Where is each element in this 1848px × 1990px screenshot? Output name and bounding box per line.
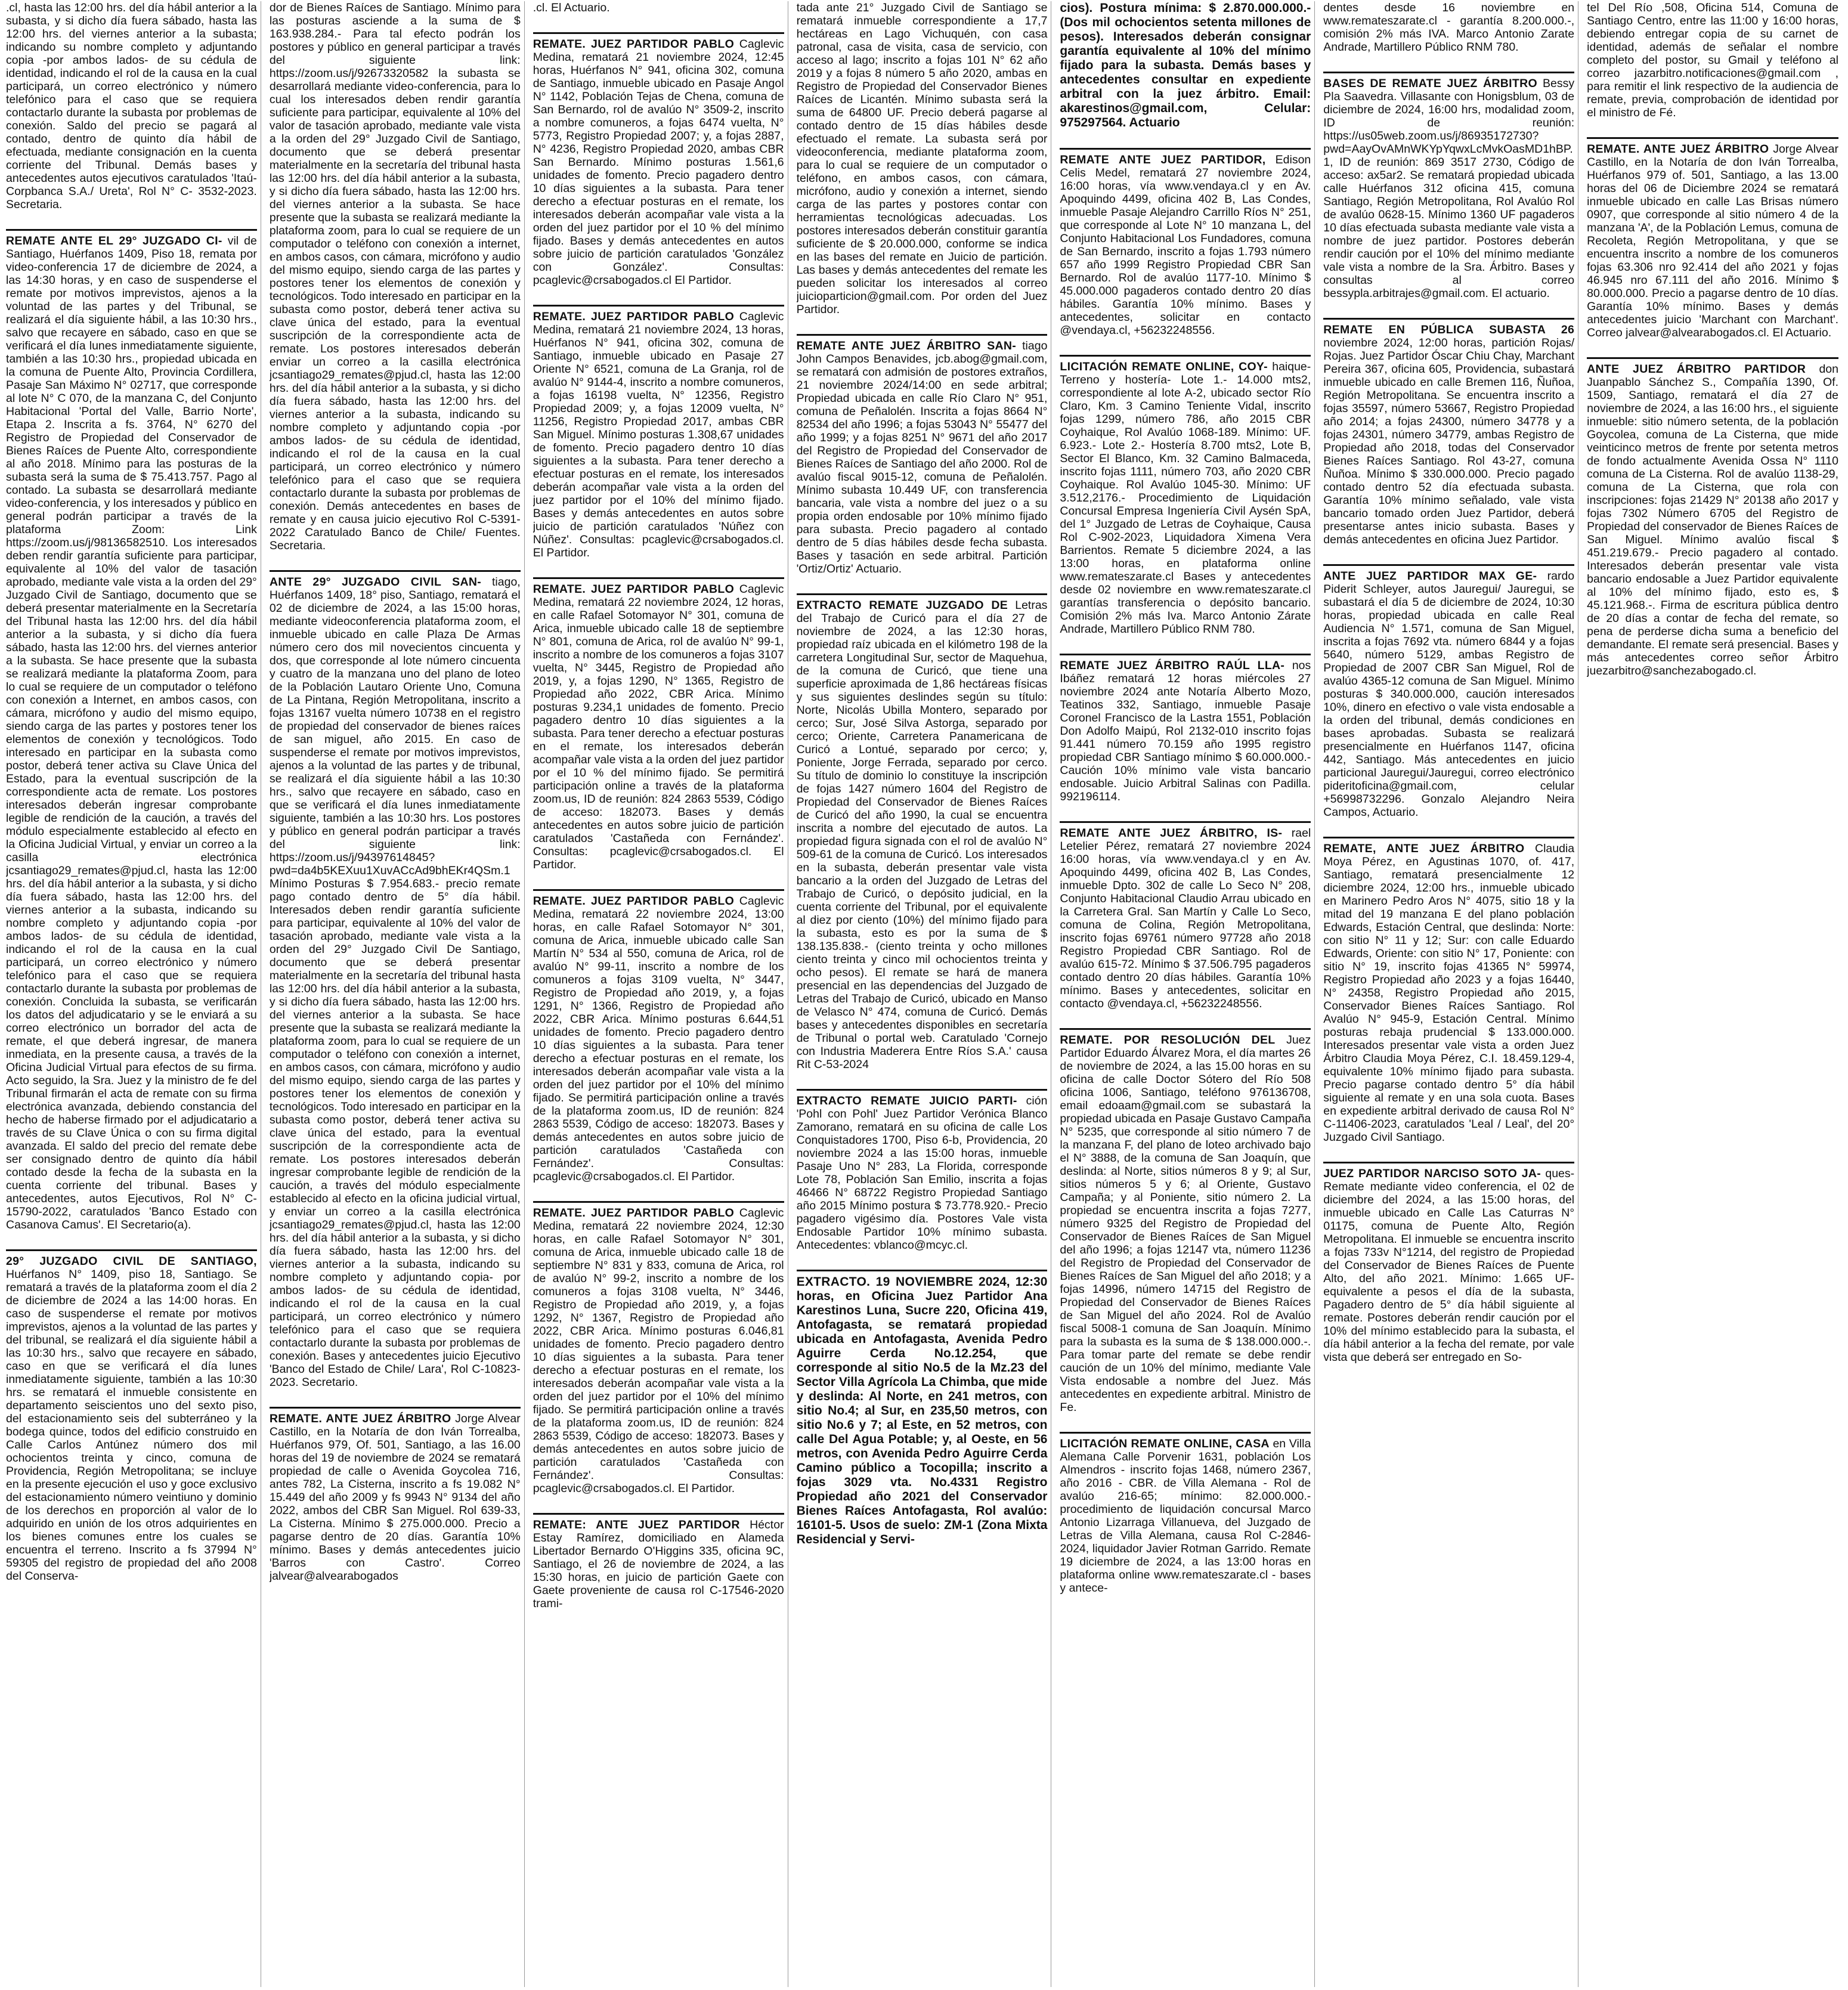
classified-notice (1060, 1432, 1311, 1595)
notice-heading: ANTE JUEZ ÁRBITRO PARTIDOR (1587, 363, 1806, 376)
classified-notice (1323, 72, 1574, 300)
classified-notice (1323, 1, 1574, 54)
classified-notice (1060, 1, 1311, 130)
notice-heading: REMATE, ANTE JUEZ ÁRBITRO (1323, 842, 1525, 855)
classified-notice (1060, 148, 1311, 337)
notice-body: .cl, hasta las 12:00 hrs. del día hábil anterior a la subasta, y si dicho día fuera sábado, hasta las 12:00 hrs. del viernes anterior a la subasta; indicando su nombre completo y adjuntando copia -por ambos lados- de su cédula de identidad, indicando el rol de la causa en la cual participará, un correo electrónico y número telefónico para el caso que se requiera contactarlo durante la subasta por problemas de conexión. Saldo del precio se pagará al contado, dentro de quinto día hábil de efectuada, mediante consignación en la cuenta corriente del Tribunal. Demás bases y antecedentes autos ejecutivos caratulados 'Itaú-Corpbanca S.A./ Ureta', Rol N° C- 3532-2023. Secretaria. (6, 1, 257, 211)
notice-heading: REMATE: ANTE JUEZ PARTIDOR (533, 1518, 740, 1531)
classified-notice (533, 1513, 784, 1610)
notice-body: ques- Remate mediante video conferencia, el 02 de diciembre del 2024, a las 15:00 horas, del inmueble ubicado en Calle Las Caturras N° 01175, comuna de Puente Alto, Región Metropolitana. El inmueble se encuentra inscrito a fojas 733v N°1214, del registro de Propiedad del Conservador de Bienes Raíces de Puente Alto, del año 2021. Mínimo: 1.665 UF- equivalente a pesos el día de la subasta, Pagadero dentro de 5° día hábil siguiente al remate. Postores deberán rendir caución por el 10% del mínimo establecido para la subasta, el día hábil anterior a la fecha del remate, por vale vista que deberá ser entregado en So- (1323, 1167, 1575, 1364)
classified-notice (1323, 564, 1574, 819)
notice-heading: BASES DE REMATE JUEZ ÁRBITRO (1323, 77, 1537, 90)
notice-heading: REMATE JUEZ ÁRBITRO RAÚL LLA- (1060, 659, 1285, 672)
classified-notice (1060, 654, 1311, 803)
notice-body: tel Del Río ,508, Oficina 514, Comuna de Santiago Centro, entre las 11:00 y 16:00 horas, debiendo entregar copia de su carnet de identidad, además de señalar el nombre completo del postor, su Gmail y teléfono al correo jazarbitro.notificaciones@gmail.com , para remitir el link respectivo de la audiencia de remate, previa, comprobación de identidad por el ministro de Fé. (1587, 1, 1838, 119)
notice-body: Bessy Pla Saavedra. Villasante con Honigsblum, 03 de diciembre de 2024, 16:00 hrs, modalidad zoom, ID de reunión: https://us05web.zoom.us/j/86935172730?pwd=AayOvAMnWKYpYqwxLcMvkOasMD1hBP.1, ID de reunión: 869 3517 2730, Código de acceso: ax5ar2. Se rematará propiedad ubicada calle Huérfanos 312 oficina 415, comuna Santiago, Región Metropolitana, Rol Avalúo Rol de avalúo 0628-15. Mínimo 1360 UF pagaderos 10 días efectuada subasta mediante vale vista a nombre de juez partidor. Postores deberán rendir caución por el 10% del mínimo mediante vale vista a nombre de la Sra. Árbitro. Bases y consultas al correo bessypla.arbitrajes@gmail.com. El actuario. (1323, 77, 1575, 300)
classified-notice (1323, 837, 1574, 1144)
notice-heading: EXTRACTO REMATE JUZGADO DE (796, 599, 1008, 612)
notice-body: dor de Bienes Raíces de Santiago. Mínimo para las posturas asciende a la suma de $ 163.938.284.- Para tal efecto podrán los postores y público en general participar a través del siguiente link: https://zoom.us/j/92673320582 la subasta se desarrollará mediante video-conferencia, para lo cual los interesados deben rendir garantía suficiente para participar, equivalente al 10% del valor de tasación aprobado, mediante vale vista a la orden del 29° Juzgado Civil de Santiago, documento que se deberá presentar materialmente en la secretaría del tribunal hasta las 12:00 hrs. del día hábil anterior a la subasta, y si dicho día fuera sábado, hasta las 12:00 hrs. del viernes anterior a la subasta. Se hace presente que la subasta se realizará mediante la plataforma zoom, para lo cual se requiere de un computador o teléfono con conexión a internet, en ambos casos, con cámara, micrófono y audio del mismo equipo, siendo carga de las partes y postores tener los elementos de conexión y tecnológicos. Todo interesado en participar en la subasta como postor, deberá tener activa su clave única del estado, para la eventual suscripción de la correspondiente acta de remate. Los postores interesados deberán enviar un correo a la casilla electrónica jcsantiago29_remates@pjud.cl, hasta las 12:00 hrs. del día hábil anterior a la subasta, y si dicho día fuera sábado, hasta las 12:00 hrs. del viernes anterior a la subasta, indicando su nombre completo y adjuntando copia -por ambos lados- de su cédula de identidad, indicando el rol de la causa en la cual participará, un correo electrónico y número telefónico para el caso que se requiera contactarlo durante la subasta por problemas de conexión. Demás antecedentes en bases de remate y en causa juicio ejecutivo Rol C-5391-2022 Caratulado Banco de Chile/ Fuentes. Secretaria. (269, 1, 521, 552)
notice-heading: REMATE ANTE EL 29° JUZGADO CI- (6, 234, 222, 247)
notice-body: vil de Santiago, Huérfanos 1409, Piso 18, remata por video-conferencia 17 de diciembre de 2024, a las 14:30 horas, y en caso de suspenderse el remate por motivos imprevistos, ajenos a la voluntad de las partes y del Tribunal, se realizará el día siguiente hábil, a las 10:30 hrs., salvo que recayere en sábado, caso en que se verificará el día lunes inmediatamente siguiente, también a las 10:30 hrs., propiedad ubicada en la comuna de Puente Alto, Provincia Cordillera, Pasaje San Máximo N° 02717, que corresponde al lote N° C 070, de la manzana C, del Conjunto Habitacional 'Portal del Valle, Barrio Norte', Etapa 2. Inscrita a fs. 3764, N° 6270 del Registro de Propiedad del Conservador de Bienes Raíces de Puente Alto, correspondiente al año 2018. Mínimo para las posturas de la subasta será la suma de $ 75.413.757. Pago al contado. La subasta se desarrollará mediante video-conferencia, y los interesados y público en general podrán participar a través de la plataforma Zoom: Link https://zoom.us/j/98136582510. Los interesados deben rendir garantía suficiente para participar, equivalente al 10% del valor de tasación aprobado, mediante vale vista a la orden del 29° Juzgado Civil de Santiago, documento que se deberá presentar materialmente en la Secretaría del Tribunal hasta las 12:00 hrs. del día hábil anterior a la subasta, y si dicho día fuera sábado, hasta las 12:00 hrs. del viernes anterior a la subasta. Se hace presente que la subasta se realizará mediante la plataforma Zoom, para lo cual se requiere de un computador o teléfono con conexión a Internet, en ambos casos, con cámara, micrófono y audio del mismo equipo, siendo carga de las partes y postores tener los elementos de conexión y tecnológicos. Todo interesado en participar en la subasta como postor, deberá tener activa su Clave Única del Estado, para la eventual suscripción de la correspondiente acta de remate. Los postores interesados deberán ingresar comprobante legible de rendición de la caución, a través del módulo especialmente establecido al efecto en la Oficina Judicial Virtual, y enviar un correo a la casilla electrónica jcsantiago29_remates@pjud.cl, hasta las 12:00 hrs. del día hábil anterior a la subasta, y si dicho día fuera sábado, hasta las 12:00 hrs. del viernes anterior a la subasta, indicando su nombre completo y adjuntando copia -por ambos lados- de su cédula de identidad, indicando el rol de la causa en la cual participará, un correo electrónico y número telefónico para el caso que se requiera contactarlo durante la subasta por problemas de conexión. Concluida la subasta, se verificarán los datos del adjudicatario y se le enviará a su correo electrónico un borrador del acta de remate, el que deberá ingresar, de manera inmediata, en la presente causa, a través de la Oficina Judicial Virtual para efectos de su firma. Acto seguido, la Sra. Juez y la ministro de fe del Tribunal firmarán el acta de remate con su firma electrónica avanzada, debiendo constancia del hecho de haberse firmado por el adjudicatario a través de su Clave Única o con su firma digital avanzada. El saldo del precio del remate debe ser consignado dentro de quinto día hábil contado desde la fecha de la subasta en la cuenta corriente del tribunal. Bases y antecedentes, autos Ejecutivos, Rol N° C-15790-2022, caratulados 'Banco Estado con Casanova Camus'. El Secretario(a). (6, 234, 257, 1231)
notice-body: Héctor Estay Ramírez, domiciliado en Alameda Libertador Bernardo O'Higgins 335, oficina 9C, Santiago, el 26 de noviembre de 2024, a las 15:30 horas, en juicio de partición Gaete con Gaete proveniente de causa rol C-17546-2020 trami- (533, 1518, 784, 1610)
notice-heading: JUEZ PARTIDOR NARCISO SOTO JA- (1323, 1167, 1541, 1180)
classified-notice (533, 305, 784, 559)
notice-heading: LICITACIÓN REMATE ONLINE, CASA (1060, 1437, 1270, 1450)
notice-heading: EXTRACTO. 19 NOVIEMBRE (796, 1275, 973, 1289)
notice-body: dentes desde 16 noviembre en www.remateszarate.cl - garantía 8.200.000.-, comisión 2% más IVA. Marco Antonio Zarate Andrade, Martillero Público RNM 780. (1323, 1, 1575, 54)
notice-body: tiago, Huérfanos 1409, 18° piso, Santiago, rematará el 02 de diciembre de 2024, a las 15:00 horas, mediante videoconferencia plataforma zoom, el inmueble ubicado en calle Plaza De Armas número cero dos mil novecientos cincuenta y dos, que corresponde al lote número cincuenta y cuatro de la manzana uno del plano de loteo de la Población Lautaro Oriente Uno, Comuna de La Pintana, Región Metropolitana, inscrito a fojas 13167 vuelta número 10738 en el registro de propiedad del conservador de bienes raíces de san miguel, año 2015. En caso de suspenderse el remate por motivos imprevistos, ajenos a la voluntad de las partes y de tribunal, se realizará el día siguiente hábil a las 10:30 hrs., salvo que recayere en sábado, caso en que se verificará el día lunes inmediatamente siguiente, también a las 10:30 hrs. Los postores y público en general podrán participar a través del siguiente link: https://zoom.us/j/94397614845?pwd=da4b5KEXuu1XuvACcAd9bhEKr4QSm.1 Mínimo Posturas $ 7.954.683.- precio remate pago contado dentro de 5° día hábil. Interesados deben rendir garantía suficiente para participar, equivalente al 10% del valor de tasación aprobado, mediante vale vista a la orden del 29° Juzgado Civil De Santiago, documento que se deberá presentar materialmente en la secretaría del tribunal hasta las 12:00 hrs. del día hábil anterior a la subasta, y si dicho día fuera sábado, hasta las 12:00 hrs. del viernes anterior a la subasta. Se hace presente que la subasta se realizará mediante la plataforma zoom, para lo cual se requiere de un computador o teléfono con conexión a internet, en ambos casos, con cámara, micrófono y audio del mismo equipo, siendo carga de las partes y postores tener los elementos de conexión y tecnológicos. Todo interesado en participar en la subasta como postor, deberá tener activa su clave única del estado, para la eventual suscripción de la correspondiente acta de remate. Los postores interesados deberán ingresar comprobante legible de rendición de la caución, a través del módulo especialmente establecido al efecto en la oficina judicial virtual, y enviar un correo a la casilla electrónica jcsantiago29_remates@pjud.cl, hasta las 12:00 hrs. del día hábil anterior a la subasta, y si dicho día fuera sábado, hasta las 12:00 hrs. del viernes anterior a la subasta, indicando su nombre completo y adjuntando copia- por ambos lados- de su cédula de identidad, indicando el rol de la causa en la cual participará, un correo electrónico y número telefónico para el caso que se requiera contactarlo durante la subasta por problemas de conexión. Bases y antecedentes juicio Ejecutivo 'Banco del Estado de Chile/ Lara', Rol C-10823-2023. Secretario. (269, 575, 521, 1389)
notice-heading: 29° JUZGADO CIVIL DE SANTIAGO, (6, 1255, 257, 1268)
notice-heading: REMATE. JUEZ PARTIDOR PABLO (533, 38, 735, 51)
classified-notice (270, 570, 521, 1389)
notice-heading: REMATE ANTE JUEZ ÁRBITRO, IS- (1060, 827, 1283, 840)
classified-notice (533, 1, 784, 14)
classified-notice (1060, 1028, 1311, 1414)
classified-notice (270, 1, 521, 552)
notice-body: .cl. El Actuario. (533, 1, 610, 14)
notice-heading: REMATE ANTE JUEZ PARTIDOR, (1060, 153, 1266, 166)
notice-heading: REMATE ANTE JUEZ ÁRBITRO SAN- (796, 339, 1017, 352)
notice-body: don Juanpablo Sánchez S., Compañía 1390, Of. 1509, Santiago, rematará el día 27 de noviembre de 2024, a las 16:00 hrs., el siguiente inmueble: sitio número setenta, de la población Goycolea, comuna de La Cisterna, que mide veinticinco metros de frente por setenta metros de fondo actualmente Avenida Ossa N° 1110 comuna de La Cisterna. Rol de avalúo 1138-29, comuna de La Cisterna, que rola con inscripciones: fojas 21429 N° 20138 año 2017 y fojas 7302 Número 6705 del Registro de Propiedad del conservador de Bienes Raíces de San Miguel. Mínimo avalúo fiscal $ 451.219.679.- Precio pagadero al contado. Interesados deberán presentar vale vista bancario endosable a Juez Partidor equivalente al 10% del mínimo fijado, esto es, $ 45.121.968.-. Firma de escritura pública dentro de 20 días a contar de fecha del remate, so pena de perderse dicha suma a beneficio del demandante. El remate será presencial. Bases y más antecedentes correo señor Árbitro juezarbitro@sanchezabogado.cl. (1587, 363, 1838, 677)
notice-body: 2024, 12:30 horas, en Oficina Juez Partidor Ana Karestinos Luna, Sucre 220, Oficina 419, Antofagasta, se rematará propiedad ubicada en Antofagasta, Avenida Pedro Aguirre Cerda No.12.254, que corresponde al sitio No.5 de la Mz.23 del Sector Villa Agrícola La Chimba, que mide y deslinda: Al Norte, en 241 metros, con sitio No.4; al Sur, en 235,50 metros, con sitio No.6 y 7; al Este, en 52 metros, con calle Del Agua Potable; y, al Oeste, en 56 metros, con Avenida Pedro Aguirre Cerda Camino público a Tocopilla; inscrito a fojas 3029 vta. No.4331 Registro Propiedad año 2021 del Conservador Bienes Raíces Antofagasta, Rol avalúo: 16101-5. Usos de suelo: ZM-1 (Zona Mixta Residencial y Servi- (796, 1275, 1048, 1546)
classified-notice (1587, 357, 1838, 677)
notice-body: rael Letelier Pérez, rematará 27 noviembre 2024 16:00 horas, vía www.vendaya.cl y en Av. Apoquindo 4499, oficina 402 B, Las Condes, inmueble Dpto. 302 de calle Lo Seco N° 208, Conjunto Habitacional Claudio Arrau ubicado en la Carretera Gral. San Martín y Calle Lo Seco, comuna de Colina, Región Metropolitana, inscrito fojas 69761 número 97728 año 2018 Registro Propiedad CBR Santiago. Rol de avalúo 615-72. Mínimo $ 37.506.795 pagaderos contado dentro 20 días hábiles. Garantía 10% mínimo. Bases y antecedentes, solicitar en contacto @vendaya.cl, +56232248556. (1060, 827, 1311, 1010)
notice-body: Huérfanos N° 1409, piso 18, Santiago. Se rematará a través de la plataforma zoom el día 2 de diciembre de 2024 a las 14:00 horas. En caso de suspenderse el remate por motivos imprevistos, ajenos a la voluntad de las partes y del tribunal, se realizará el día siguiente hábil a las 10:30 hrs., salvo que recayere en sábado, caso en que se verificará el día lunes inmediatamente siguiente, también a las 10:30 hrs. se rematará el inmueble consistente en departamento seiscientos uno del sexto piso, del estacionamiento seis del subterráneo y la bodega quince, todos del edificio construido en Calle Carlos Antúnez número dos mil ochocientos treinta y cinco, comuna de Providencia, Región Metropolitana; se incluye en la presente ejecución el uso y goce exclusivo del estacionamiento número veintiuno y dominio de los derechos en proporción al valor de lo adquirido en unión de los otros adquirientes en los bienes comunes entre los cuales se encuentra el terreno. Inscrito a fs 37994 N° 59305 del registro de propiedad del año 2008 del Conserva- (6, 1268, 257, 1583)
classified-notice (1587, 1, 1838, 119)
column-5 (1060, 1, 1315, 1987)
notice-heading: REMATE EN PÚBLICA SUBASTA 26 (1323, 323, 1575, 336)
column-1 (6, 1, 261, 1987)
notice-body: cios). Postura mínima: $ 2.870.000.000.-(Dos mil ochocientos setenta millones de pesos). Interesados deberán consignar garantía equivalente al 10% del mínimo fijado para la subasta. Demás bases y antecedentes consultar en expediente arbitral con la juez árbitro. Email: akarestinos@gmail.com, Celular: 975297564. Actuario (1060, 1, 1311, 129)
notice-body: haique- Terreno y hostería- Lote 1.- 14.000 mts2, correspondiente al lote A-2, ubicado sector Río Claro, Km. 3 Camino Teniente Vidal, inscrito fojas 1299, número 786, año 2015 CBR Coyhaique, Rol Avalúo 1068-189. Mínimo: UF. 6.923.- Lote 2.- Hostería 8.700 mts2, Lote B, Sector El Blanco, Km. 32 Camino Balmaceda, inscrito fojas 1111, número 703, año 2020 CBR Coyhaique. Rol Avalúo 1045-30. Mínimo: UF 3.512,2176.- Procedimiento de Liquidación Concursal Empresa Ingeniería Civil Aysén SpA, del 1° Juzgado de Letras de Coyhaique, Causa Rol C-902-2023, Liquidadora Ximena Vera Barrientos. Remate 5 diciembre 2024, a las 13:00 horas, en plataforma online www.remateszarate.cl Bases y antecedentes desde 02 noviembre en www.remateszarate.cl garantías transferencia o depósito bancario. Comisión 2% más Iva. Marco Antonio Zárate Andrade, Martillero Público RNM 780. (1060, 360, 1311, 636)
column-4 (797, 1, 1052, 1987)
classified-notice (797, 1270, 1048, 1547)
notice-body: tiago John Campos Benavides, jcb.abog@gmail.com, se rematará con admisión de postores extraños, 21 noviembre 2024/14:00 en sede arbitral; Propiedad ubicada en calle Río Claro N° 951, comuna de Peñalolén. Inscrita a fojas 8664 N° 82534 del año 1996; a fojas 53043 N° 55477 del año 1999; y a fojas 8251 N° 9671 del año 2017 del Registro de Propiedad del Conservador de Bienes Raíces de Santiago del año 2000. Rol de avalúo fiscal 9015-12, comuna de Peñalolén. Mínimo subasta 10.449 UF, con transferencia bancaria, vale vista a nombre del juez o a su propia orden endosable por 10% mínimo fijado para subasta. Precio pagadero al contado dentro de 5 días hábiles desde fecha subasta. Bases y tasación en sede arbitral. Partición 'Ortiz/Ortiz' Actuario. (796, 339, 1048, 575)
notice-body: Juez Partidor Eduardo Álvarez Mora, el día martes 26 de noviembre de 2024, a las 15.00 horas en su oficina de calle Doctor Sótero del Río 508 oficina 1006, Santiago, teléfono 976136708, email edoaam@gmail.com se subastará la propiedad ubicada en Pasaje Gustavo Campaña N° 5235, que corresponde al sitio número 7 de la manzana F, del plano de loteo archivado bajo el N° 3888, de la comuna de San Joaquín, que deslinda: al Norte, sitios números 8 y 9; al Sur, sitios números 5 y 6; al Oriente, Gustavo Campaña; y al Poniente, sitio número 2. La propiedad se encuentra inscrita a fojas 7277, número 9325 del Registro de Propiedad del Conservador de Bienes Raíces de San Miguel del año 1996; a fojas 12147 vta, número 11236 del Registro de Propiedad del Conservador de Bienes Raíces de San Miguel del año 2018; y a fojas 14996, número 14715 del Registro de Propiedad del Conservador de Bienes Raíces de San Miguel del año 2024. Rol de Avalúo fiscal 5008-1 comuna de San Joaquín. Mínimo para la subasta es la suma de $ 138.000.000.-. Para tomar parte del remate se debe rendir caución de un 10% del mínimo, mediante Vale Vista endosable a nombre del Juez. Más antecedentes en expediente arbitral. Ministro de Fe. (1060, 1033, 1311, 1414)
notice-body: rardo Piderit Schleyer, autos Jauregui/ Jauregui, se subastará el día 5 de diciembre de 2024, 10:30 horas, propiedad ubicada en calle Real Audiencia N° 1.571, comuna de San Miguel, inscrita a fojas 7692 vta. número 6844 y a fojas 5640, número 5129, ambas Registro de Propiedad de 2007 CBR San Miguel, Rol de avalúo 4365-12 comuna de San Miguel. Mínimo posturas $ 340.000.000, caución interesados 10%, dinero en efectivo o vale vista endosable a la orden del tribunal, demás condiciones en bases aprobadas. Subasta se realizará presencialmente en Huérfanos 1147, oficina 442, Santiago. Más antecedentes en juicio particional Jauregui/Jauregui, correo electrónico pideritoficina@gmail.com, celular +56998732296. Gonzalo Alejandro Neira Campos, Actuario. (1323, 570, 1575, 819)
newspaper-page (6, 1, 1842, 1987)
notice-heading: REMATE. JUEZ PARTIDOR PABLO (533, 583, 735, 596)
classified-notice (6, 229, 257, 1231)
classified-notice (270, 1407, 521, 1583)
notice-heading: REMATE. JUEZ PARTIDOR PABLO (533, 1206, 735, 1220)
classified-notice (533, 1201, 784, 1495)
notice-body: Claudia Moya Pérez, en Agustinas 1070, of. 417, Santiago, rematará presencialmente 12 diciembre 2024, 12:00 hrs., inmueble ubicado en Marinero Pedro Aros N° 4075, sitio 18 y la mitad del 19 manzana E del plano población Edwards, Estación Central, que deslinda: Norte: con sitio N° 11 y 12; Sur: con calle Eduardo Edwards, Oriente: con sitio N° 17, Poniente: con sitio N° 19, inscrito fojas 41365 N° 59974, Registro Propiedad año 2023 y a fojas 16440, N° 24358, Registro Propiedad año 2015, Conservador Bienes Raíces Santiago. Rol Avalúo N° 945-9, Estación Central. Mínimo posturas rebaja prudencial $ 133.000.000. Interesados presentar vale vista a orden Juez Árbitro Claudia Moya Pérez, C.I. 18.459.129-4, equivalente 10% mínimo fijado para subasta. Precio pagarse contado dentro 5° día hábil siguiente al remate y en una sola cuota. Bases en expediente arbitral derivado de causa Rol N° C-11406-2023, caratulados 'Leal / Leal', del 20° Juzgado Civil Santiago. (1323, 842, 1575, 1144)
classified-notice (1323, 318, 1574, 546)
notice-body: Caglevic Medina, rematará 22 noviembre 2024, 13:00 horas, en calle Rafael Sotomayor N° 301, comuna de Arica, inmueble ubicado calle San Martín N° 534 al 550, comuna de Arica, rol de avalúo N° 99-11, inscrito a nombre de los comuneros a fojas 3109 vuelta, N° 3447, Registro de Propiedad año 2019, y, a fojas 1291, N° 1366, Registro de Propiedad año 2022, CBR Arica. Mínimo posturas 6.644,51 unidades de fomento. Precio pagadero dentro 10 días siguientes a la subasta. Para tener derecho a efectuar posturas en el remate, los interesados deberán acompañar vale vista a la orden del juez partidor por el 10% del mínimo fijado. Se permitirá participación online a través de la plataforma zoom.us, ID de reunión: 824 2863 5539, Código de acceso: 182073. Bases y demás antecedentes en autos sobre juicio de partición caratulados 'Castañeda con Fernández'. Consultas: pcaglevic@crsabogados.cl. El Partidor. (533, 895, 784, 1183)
notice-heading: LICITACIÓN REMATE ONLINE, COY- (1060, 360, 1268, 373)
column-7 (1587, 1, 1842, 1987)
notice-heading: ANTE JUEZ PARTIDOR MAX GE- (1323, 570, 1537, 583)
notice-body: Jorge Alvear Castillo, en la Notaría de don Iván Torrealba, Huérfanos 979 of. 501, Santiago, a las 13.00 horas del 06 de Diciembre 2024 se rematará inmueble ubicado en calle Las Brisas número 0907, que corresponde al sitio número 4 de la manzana 'A', de la Población Lemus, comuna de Recoleta, Región Metropolitana, y que se encuentra inscrito a nombre de los comuneros fojas 63.306 nro 92.414 del año 2021 y fojas 46.945 nro 67.111 del año 2016. Mínimo $ 80.000.000. Precio a pagarse dentro de 10 días. Garantía 10% mínimo. Bases y demás antecedentes juicio 'Marchant con Marchant'. Correo jalvear@alvearabogados.cl. El Actuario. (1587, 143, 1838, 339)
column-3 (533, 1, 788, 1987)
classified-notice (797, 1, 1048, 316)
notice-body: Caglevic Medina, rematará 22 noviembre 2024, 12:30 horas, en calle Rafael Sotomayor N° 301, comuna de Arica, inmueble ubicado calle 18 de septiembre N° 831 y 833, comuna de Arica, rol de avalúo N° 99-2, inscrito a nombre de los comuneros a fojas 3108 vuelta, N° 3446, Registro de Propiedad año 2019, y, a fojas 1292, N° 1367, Registro de Propiedad año 2022, CBR Arica. Mínimo posturas 6.046,81 unidades de fomento. Precio pagadero dentro 10 días siguientes a la subasta. Para tener derecho a efectuar posturas en el remate, los interesados deberán acompañar vale vista a la orden del juez partidor por el 10% del mínimo fijado. Se permitirá participación online a través de la plataforma zoom.us, ID de reunión: 824 2863 5539, Código de acceso: 182073. Bases y demás antecedentes en autos sobre juicio de partición caratulados 'Castañeda con Fernández'. Consultas: pcaglevic@crsabogados.cl. El Partidor. (533, 1206, 784, 1495)
classified-notice (6, 1249, 257, 1583)
notice-body: Caglevic Medina, rematará 21 noviembre 2024, 12:45 horas, Huérfanos N° 941, oficina 302, comuna de Santiago, inmueble ubicado en Pasaje Angol N° 1142, Población Tejas de Chena, comuna de San Bernardo, rol de avalúo N° 3509-2, inscrito a nombre comuneros, a fojas 6474 vuelta, N° 5773, Registro Propiedad 2007; y, a fojas 2887, N° 4236, Registro Propiedad 2020, ambas CBR San Bernardo. Mínimo posturas 1.561,6 unidades de fomento. Precio pagadero dentro 10 días siguientes a la subasta. Para tener derecho a efectuar posturas en el remate, los interesados deberán acompañar vale vista a la orden del juez partidor por el 10 % del mínimo fijado. Bases y demás antecedentes en autos sobre juicio de partición caratulados 'González con González'. Consultas: pcaglevic@crsabogados.cl El Partidor. (533, 38, 784, 287)
notice-body: en Villa Alemana Calle Porvenir 1631, población Los Almendros - inscrito fojas 1468, número 2367, año 2016 - CBR. de Villa Alemana - Rol de avalúo 216-65; mínimo: 82.000.000.- procedimiento de liquidación concursal Marco Antonio Lizarraga Villanueva, del Juzgado de Letras de Villa Alemana, causa Rol C-2846-2024, liquidador Javier Rotman Garrido. Remate 19 diciembre de 2024, a las 13:00 horas en plataforma online www.remateszarate.cl - bases y antece- (1060, 1437, 1311, 1595)
classified-notice (797, 593, 1048, 1071)
notice-heading: REMATE. ANTE JUEZ ÁRBITRO (269, 1412, 451, 1425)
classified-notice (797, 1089, 1048, 1252)
notice-body: Caglevic Medina, rematará 21 noviembre 2024, 13 horas, Huérfanos N° 941, oficina 302, comuna de Santiago, inmueble ubicado en Pasaje 27 Oriente N° 6521, comuna de La Granja, rol de avalúo N° 9144-4, inscrito a nombre comuneros, a fojas 16198 vuelta, N° 12356, Registro Propiedad 2009; y, a fojas 12009 vuelta, N° 11256, Registro Propiedad 2017, ambas CBR San Miguel. Mínimo posturas 1.308,67 unidades de fomento. Precio pagadero dentro 10 días siguientes a la subasta. Para tener derecho a efectuar posturas en el remate, los interesados deberán acompañar vale vista a la orden del juez partidor por el 10% del mínimo fijado. Bases y demás antecedentes en autos sobre juicio de partición caratulados 'Núñez con Núñez'. Consultas: pcaglevic@crsabogados.cl. El Partidor. (533, 310, 784, 559)
notice-body: noviembre 2024, 12:00 horas, partición Rojas/ Rojas. Juez Partidor Óscar Chiu Chay, Marchant Pereira 367, oficina 605, Providencia, subastará inmueble ubicado en calle Bremen 116, Ñuñoa, Región Metropolitana. Se encuentra inscrito a fojas 35597, número 53667, Registro Propiedad año 2014; a fojas 24300, número 34778 y a fojas 24301, número 34779, ambas Registro de Propiedad año 2018, todas del Conservador Bienes Raíces Santiago. Rol 43-27, comuna Ñuñoa. Mínimo $ 330.000.000. Precio pagado contado dentro 52 día efectuada subasta. Garantía 10% mínimo señalado, vale vista bancario tomado orden Juez Partidor, deberá presentarse antes inicio subasta. Bases y demás antecedentes en oficina Juez Partidor. (1323, 336, 1575, 546)
column-6 (1323, 1, 1578, 1987)
notice-body: Caglevic Medina, rematará 22 noviembre 2024, 12 horas, en calle Rafael Sotomayor N° 301, comuna de Arica, inmueble ubicado calle 18 de septiembre N° 801, comuna de Arica, rol de avalúo N° 99-1, inscrito a nombre de los comuneros a fojas 3107 vuelta, N° 3445, Registro de Propiedad año 2019, y, a fojas 1290, N° 1365, Registro de Propiedad año 2022, CBR Arica. Mínimo posturas 9.234,1 unidades de fomento. Precio pagadero dentro 10 días siguientes a la subasta. Para tener derecho a efectuar posturas en el remate, los interesados deberán acompañar vale vista a la orden del juez partidor por el 10 % del mínimo fijado. Se permitirá participación online a través de la plataforma zoom.us, ID de reunión: 824 2863 5539, Código de acceso: 182073. Bases y demás antecedentes en autos sobre juicio de partición caratulados 'Castañeda con Fernández'. Consultas: pcaglevic@crsabogados.cl. El Partidor. (533, 583, 784, 871)
classified-notice (1060, 355, 1311, 636)
classified-notice (533, 32, 784, 287)
notice-body: Jorge Alvear Castillo, en la Notaría de don Iván Torrealba, Huérfanos 979, Of. 501, Santiago, a las 16.00 horas del 19 de noviembre de 2024 se rematará propiedad de calle o Avenida Goycolea 716, antes 782, La Cisterna, inscrito a fs 19.082 N° 15.449 del año 2009 y fs 9943 N° 9134 del año 2022, ambos del CBR San Miguel. Rol 639-33, La Cisterna. Mínimo $ 275.000.000. Precio a pagarse dentro de 20 días. Garantía 10% mínimo. Bases y demás antecedentes juicio 'Barros con Castro'. Correo jalvear@alvearabogados (269, 1412, 521, 1583)
notice-body: nos Ibáñez rematará 12 horas miércoles 27 noviembre 2024 ante Notaría Alberto Mozo, Teatinos 332, Santiago, inmueble Pasaje Coronel Francisco de la Lastra 1551, Población Don Adolfo Maipú, Rol 2132-010 inscrito fojas 91.441 número 70.159 año 1995 registro propiedad CBR Santiago mínimo $ 60.000.000.- Caución 10% mínimo vale vista bancario endosable. Juicio Arbitral Salinas con Padilla. 992196114. (1060, 659, 1311, 803)
notice-heading: REMATE. JUEZ PARTIDOR PABLO (533, 895, 735, 908)
classified-notice (1587, 137, 1838, 339)
classified-notice (1323, 1162, 1574, 1364)
notice-heading: ANTE 29° JUZGADO CIVIL SAN- (269, 575, 481, 589)
notice-heading: REMATE. ANTE JUEZ ÁRBITRO (1587, 143, 1769, 156)
classified-notice (797, 334, 1048, 575)
notice-heading: EXTRACTO REMATE JUICIO PARTI- (796, 1094, 1017, 1107)
classified-notice (6, 1, 257, 211)
notice-body: tada ante 21° Juzgado Civil de Santiago se rematará inmueble correspondiente a 17,7 hectáreas en Lago Vichuquén, con casa patronal, casa de visita, casa de servicio, con acceso al lago; inscrito a fojas 101 N° 62 año 2019 y a fojas 8 número 5 año 2020, ambas en Registro de Propiedad del Conservador Bienes Raíces de Licantén. Mínimo subasta será la suma de 64800 UF. Precio deberá pagarse al contado dentro de 15 días hábiles desde efectuado el remate. La subasta será por videoconferencia, mediante plataforma zoom, para lo cual se requiere de un computador o teléfono, en ambos casos, con cámara, micrófono, audio y conexión a internet, siendo carga de las partes y postores contar con herramientas tecnológicas adecuadas. Los postores interesados deberán constituir garantía suficiente de $ 20.000.000, conforme se indica en las bases del remate en Juicio de partición. Las bases y demás antecedentes del remate les pueden solicitar los interesados al correo juicioparticion@gmail.com. Por orden del Juez Partidor. (796, 1, 1048, 316)
notice-heading: REMATE. JUEZ PARTIDOR PABLO (533, 310, 735, 323)
notice-body: Letras del Trabajo de Curicó para el día 27 de noviembre de 2024, a las 12:30 horas, propiedad raíz ubicada en el kilómetro 198 de la carretera Longitudinal Sur, sector de Maquehua, de la comuna de Curicó, que tiene una superficie aproximada de 1,86 hectáreas físicas y sus siguientes deslindes según su título: Norte, Nicolás Ubilla Montero, separado por cerco; Sur, José Silva Astorga, separado por cerco; Oriente, Carretera Panamericana de Curicó a Lontué, separado por cerco; y, Poniente, Jorge Ferrada, separado por cerco. Su título de dominio lo constituye la inscripción de fojas 1427 número 1604 del Registro de Propiedad del Conservador de Bienes Raíces de Curicó del año 1990, la cual se encuentra inscrita a nombre del ejecutado de autos. La propiedad figura signada con el rol de avalúo N° 509-61 de la comuna de Curicó. Los interesados en la subasta, deberán presentar vale vista bancario a la orden del Juzgado de Letras del Trabajo de Curicó, o depósito judicial, en la cuenta corriente del Tribunal, por el equivalente al diez por ciento (10%) del mínimo fijado para la subasta, esto es por la suma de $ 138.135.838.- (ciento treinta y ocho millones ciento treinta y cinco mil ochocientos treinta y ocho pesos). El remate se hará de manera presencial en las dependencias del Juzgado de Letras del Trabajo de Curicó, ubicado en Manso de Velasco N° 474, comuna de Curicó. Demás bases y antecedentes disponibles en secretaría de Tribunal o portal web. Caratulado 'Cornejo con Industria Maderera Entre Ríos S.A.' causa Rit C-53-2024 (796, 599, 1048, 1071)
classified-notice (533, 577, 784, 871)
classified-notice (1060, 821, 1311, 1010)
notice-heading: REMATE. POR RESOLUCIÓN DEL (1060, 1033, 1276, 1047)
column-2 (270, 1, 525, 1987)
notice-body: Edison Celis Medel, rematará 27 noviembre 2024, 16:00 horas, vía www.vendaya.cl y en Av. Apoquindo 4499, oficina 402 B, Las Condes, inmueble Pasaje Alejandro Carrillo Ríos N° 251, que corresponde al Lote N° 10 manzana L, del Conjunto Habitacional Los Fundadores, comuna de San Bernardo, inscrito a fojas 1.793 número 657 año 1999 Registro Propiedad CBR San Bernardo. Rol de avalúo 1177-10. Mínimo $ 45.000.000 pagaderos contado dentro 20 días hábiles. Garantía 10% mínimo. Bases y antecedentes, solicitar en contacto @vendaya.cl, +56232248556. (1060, 153, 1311, 337)
classified-notice (533, 889, 784, 1183)
notice-body: ción 'Pohl con Pohl' Juez Partidor Verónica Blanco Zamorano, rematará en su oficina de calle Los Conquistadores 1700, Piso 6-b, Providencia, 20 noviembre 2024 a las 15:00 horas, inmueble Pasaje Uno N° 283, La Florida, corresponde Lote 78, Población San Emilio, inscrita a fojas 46466 N° 68722 Registro Propiedad Santiago año 2015 Mínimo postura $ 73.778.920.- Precio pagadero vigésimo día. Postores Vale vista Endosable Partidor 10% mínimo subasta. Antecedentes: vblanco@mcyc.cl. (796, 1094, 1048, 1252)
